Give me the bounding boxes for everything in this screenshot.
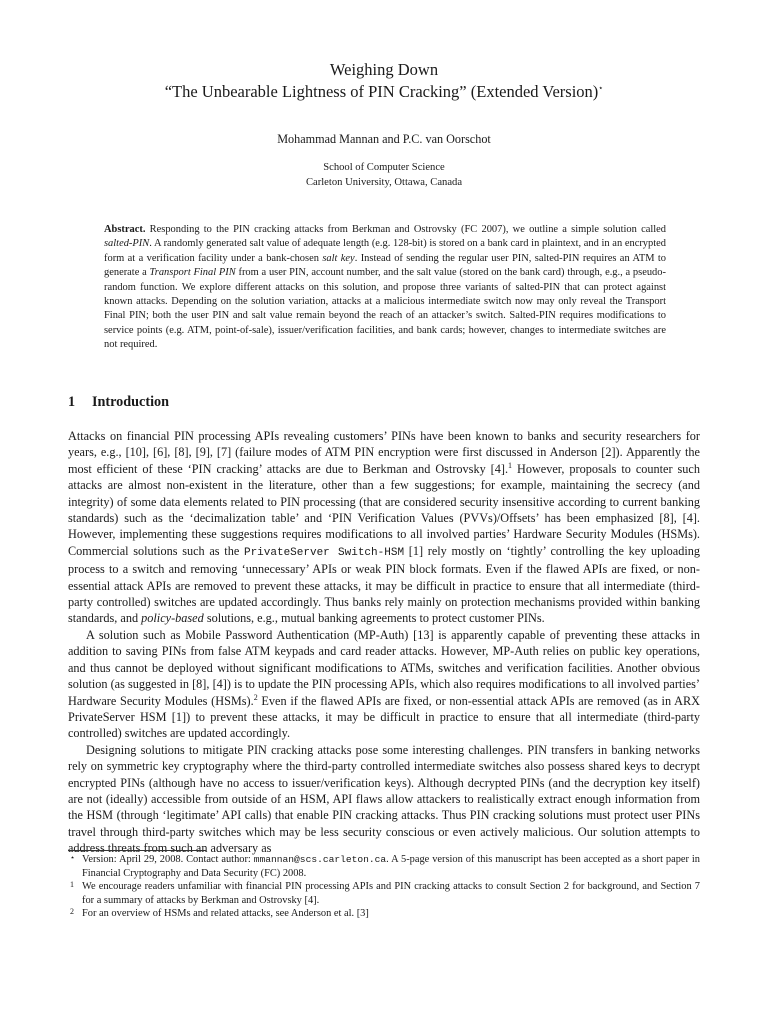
affiliation-line-1: School of Computer Science	[323, 162, 445, 173]
emph-policy-based: policy-based	[141, 611, 204, 626]
footnote-1-mark: 1	[70, 880, 74, 890]
product-name-mono: PrivateServer Switch-HSM	[243, 546, 405, 559]
footnote-star-text-b: . A 5-page version of this manuscript has been accepted as a short paper in Financial Cryptography and Data Security (FC) 2008.	[82, 854, 700, 879]
footnote-star-text-a: Version: April 29, 2008. Contact author:	[82, 854, 254, 865]
abstract-emph-salted-pin: salted-PIN	[104, 238, 150, 250]
abstract	[104, 223, 666, 353]
paragraph-1-text-c: [1] rely mostly on ‘tightly’ controlling the key uploading process to a switch and removing ‘unnecessary’ APIs or weak PIN block formats. Even if the flawed APIs are fixed, or non-essential attack APIs are removed to prevent these attacks, it may be difficult in practice to ensure that all intermediate (third-party controlled) switches are updated accordingly. Thus banks rely mainly on protection mechanisms provided within banking standards, and	[68, 543, 700, 626]
footnote-star	[68, 853, 700, 880]
footnote-1	[68, 880, 700, 907]
abstract-text-2: . A randomly generated salt value of adequate length (e.g. 128-bit) is stored on a bank card in plaintext, and in an encrypted form at a verification facility under a bank-chosen	[104, 238, 666, 264]
title-line-2	[0, 81, 768, 103]
title-footnote-mark: ⋆	[598, 83, 604, 93]
abstract-text-4: from a user PIN, account number, and the salt value (stored on the bank card) through, e.g., a pseudo-random function. We explore different attacks on this solution, and propose three variants of salted-PIN that can protect against known attacks. Depending on the solution variation, attacks at a malicious intermediate switch now may only reveal the Transport Final PIN; both the user PIN and salt value remain beyond the reach of an attacker’s switch. Salted-PIN requires modifications to service points (e.g. ATM, point-of-sale), issuer/verification facilities, and bank cards; however, changes to intermediate switches are not required.	[104, 267, 666, 351]
footnotes	[68, 853, 700, 921]
section-number: 1	[68, 394, 76, 410]
footnote-2-text: For an overview of HSMs and related attacks, see Anderson et al. [3]	[82, 908, 369, 920]
footnote-divider	[68, 850, 206, 851]
paragraph-2-text-a: A solution such as Mobile Password Authentication (MP-Auth) [13] is apparently capable of preventing these attacks in addition to saving PINs from false ATM keypads and card reader attacks. However, MP-Auth relies on public key operations, and thus cannot be deployed without significant modifications to ATMs, switches and verification facilities. Another obvious solution (as suggested in [8], [4]) is to update the PIN processing APIs, which also requires modifications to all involved parties’ Hardware Security Modules (HSMs).	[68, 627, 700, 708]
paragraph-2-text-b: Even if the flawed APIs are fixed, or non-essential attack APIs are removed (as in ARX PrivateServer HSM [1]) to prevent these attacks, it may be difficult in practice to ensure that all intermediate (third-party controlled) switches are updated accordingly.	[68, 693, 700, 741]
paragraph-1-text-d: solutions, e.g., mutual banking agreements to protect customer PINs.	[203, 611, 545, 626]
abstract-text-3: . Instead of sending the regular user PIN, salted-PIN requires an ATM to generate a	[104, 252, 667, 279]
author-list: Mohammad Mannan and P.C. van Oorschot	[277, 132, 491, 146]
footnote-star-mark: ⋆	[70, 853, 76, 862]
section-title: Introduction	[92, 394, 169, 410]
footnote-2	[68, 907, 700, 921]
paper-title	[0, 59, 768, 103]
abstract-emph-transport-final-pin: Transport Final PIN	[149, 267, 236, 279]
affiliation-line-2: Carleton University, Ottawa, Canada	[305, 177, 463, 188]
paragraph-3: Designing solutions to mitigate PIN cracking attacks pose some interesting challenges. PIN transfers in banking networks rely on symmetric key cryptography where the third-party controlled intermediate switches also possess shared keys to decrypt encrypted PINs (although have no access to issuer/verification keys). Although decrypted PINs (and the decryption key itself) are not (ideally) accessible from outside of an HSM, API flaws allow attackers to realistically extract enough information from the HSM (through ‘legitimate’ API calls) that enable PIN cracking attacks. Thus PIN cracking solutions must protect user PINs travel through third-party switches which may be less security conscious or even actively malicious. Our solution attempts to address threats from such an adversary as	[68, 742, 700, 856]
contact-email[interactable]: mmannan@scs.carleton.ca	[253, 854, 387, 865]
paragraph-1-text-a: Attacks on financial PIN processing APIs revealing customers’ PINs have been known to banks and security researchers for years, e.g., [10], [6], [8], [9], [7] (failure modes of ATM PIN encryption were first discussed in Anderson [2]). Apparently the most efficient of these ‘PIN cracking’ attacks are due to Berkman and Ostrovsky [4].	[68, 429, 700, 476]
title-line-2-text: “The Unbearable Lightness of PIN Cracking” (Extended Version)	[164, 82, 599, 101]
introduction-body	[68, 428, 700, 857]
abstract-label: Abstract.	[104, 224, 146, 235]
paragraph-2	[68, 627, 700, 742]
footnote-2-mark: 2	[70, 907, 74, 917]
footnote-1-text: We encourage readers unfamiliar with financial PIN processing APIs and PIN cracking attacks to consult Section 2 for background, and Section 7 for a summary of attacks by Berkman and Ostrovsky [4].	[82, 881, 700, 906]
footnote-ref-1[interactable]: 1	[508, 460, 513, 470]
section-heading-introduction	[68, 394, 169, 411]
title-line-1: Weighing Down	[329, 60, 439, 79]
abstract-emph-salt-key: salt key	[322, 252, 355, 264]
affiliation	[0, 160, 768, 190]
paragraph-1	[68, 428, 700, 627]
footnote-ref-2[interactable]: 2	[253, 692, 258, 702]
abstract-text-1: Responding to the PIN cracking attacks from Berkman and Ostrovsky (FC 2007), we outline a simple solution called	[145, 224, 666, 235]
paragraph-1-text-b: However, proposals to counter such attacks are almost non-existent in the literature, other than a few suggestions; for example, maintaining the secrecy (and integrity) of some data elements related to PIN processing (that are considered security insensitive according to current banking standards) such as the ‘decimalization table’ and ‘PIN Verification Values (PVVs)/Offsets’ has been emphasized [8], [4]. However, implementing these suggestions requires modifications to all involved parties’ Hardware Security Modules (HSMs). Commercial solutions such as the	[68, 461, 700, 558]
